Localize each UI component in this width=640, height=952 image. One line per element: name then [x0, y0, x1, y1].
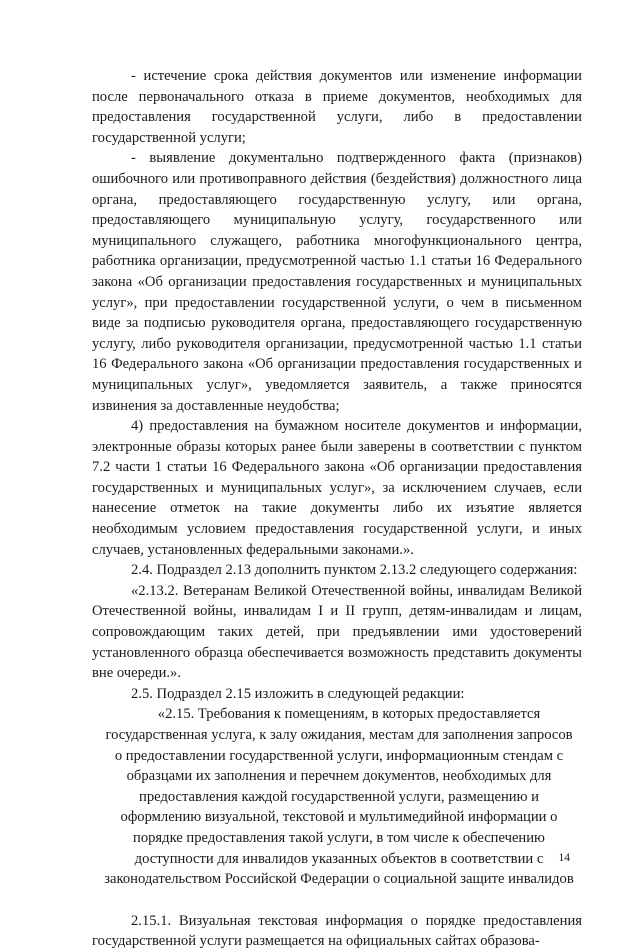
paragraph-paper-documents: 4) предоставления на бумажном носителе документов и информации, электронные образы которых ранее были заверены в соответствии с пунктом 7.2 части 1 статьи 16 Федерального закона «Об организации предоставления государственных и муниципальных услуг», за исключением случаев, если нанесение отметок на такие документы либо их изъятие является необходимым условием предоставления государственной услуги, и иных случаев, установленных федеральными законами.». — [92, 418, 582, 558]
heading-section-2-15: «2.15. Требования к помещениям, в которых предоставляется государственная услуга, к залу ожидания, местам для заполнения запросов о предоставлении государственной услуги, информационным стендам с образцами их заполнения и перечнем документов, необходимых для предоставления каждой государственной услуги, размещению и оформлению визуальной, текстовой и мультимедийной информации о порядке предоставления такой услуги, в том числе к обеспечению доступности для инвалидов указанных объектов в соответствии с законодательством Российской Федерации о социальной защите инвалидов — [104, 706, 574, 888]
paragraph-violation: - выявление документально подтвержденного факта (признаков) ошибочного или противоправного действия (бездействия) должностного лица органа, предоставляющего государственную услугу, или органа, предоставляющего муниципальную услугу, государственного или муниципального служащего, работника многофункционального центра, работника организации, предусмотренной частью 1.1 статьи 16 Федерального закона «Об организации предоставления государственных и муниципальных услуг», при предоставлении государственной услуги, о чем в письменном виде за подписью руководителя органа, предоставляющего государственную услугу, либо руководителя организации, предусмотренной частью 1.1 статьи 16 Федерального закона «Об организации предоставления государственных и муниципальных услуг», уведомляется заявитель, а также приносятся извинения за доставленные неудобства; — [92, 150, 582, 414]
paragraph-section-2-15-1: 2.15.1. Визуальная текстовая информация о порядке предоставления государственной услуги размещается на официальных сайтах образова- — [92, 912, 582, 950]
paragraph-section-2-5: 2.5. Подраздел 2.15 изложить в следующей редакции: — [131, 685, 465, 702]
paragraph-section-2-4: 2.4. Подраздел 2.13 дополнить пунктом 2.13.2 следующего содержания: — [131, 562, 578, 579]
document-body — [92, 66, 582, 952]
paragraph-expiry: - истечение срока действия документов или изменение информации после первоначального отказа в приеме документов, необходимых для предоставления государственной услуги, либо в предоставлении государственной услуги; — [92, 68, 582, 146]
page-number: 14 — [558, 852, 570, 864]
paragraph-section-2-13-2: «2.13.2. Ветеранам Великой Отечественной войны, инвалидам Великой Отечественной войны, инвалидам I и II групп, детям-инвалидам и лицам, сопровождающим таких детей, при предъявлении ими удостоверений установленного образца обеспечивается возможность представить документы вне очереди.». — [92, 582, 582, 682]
